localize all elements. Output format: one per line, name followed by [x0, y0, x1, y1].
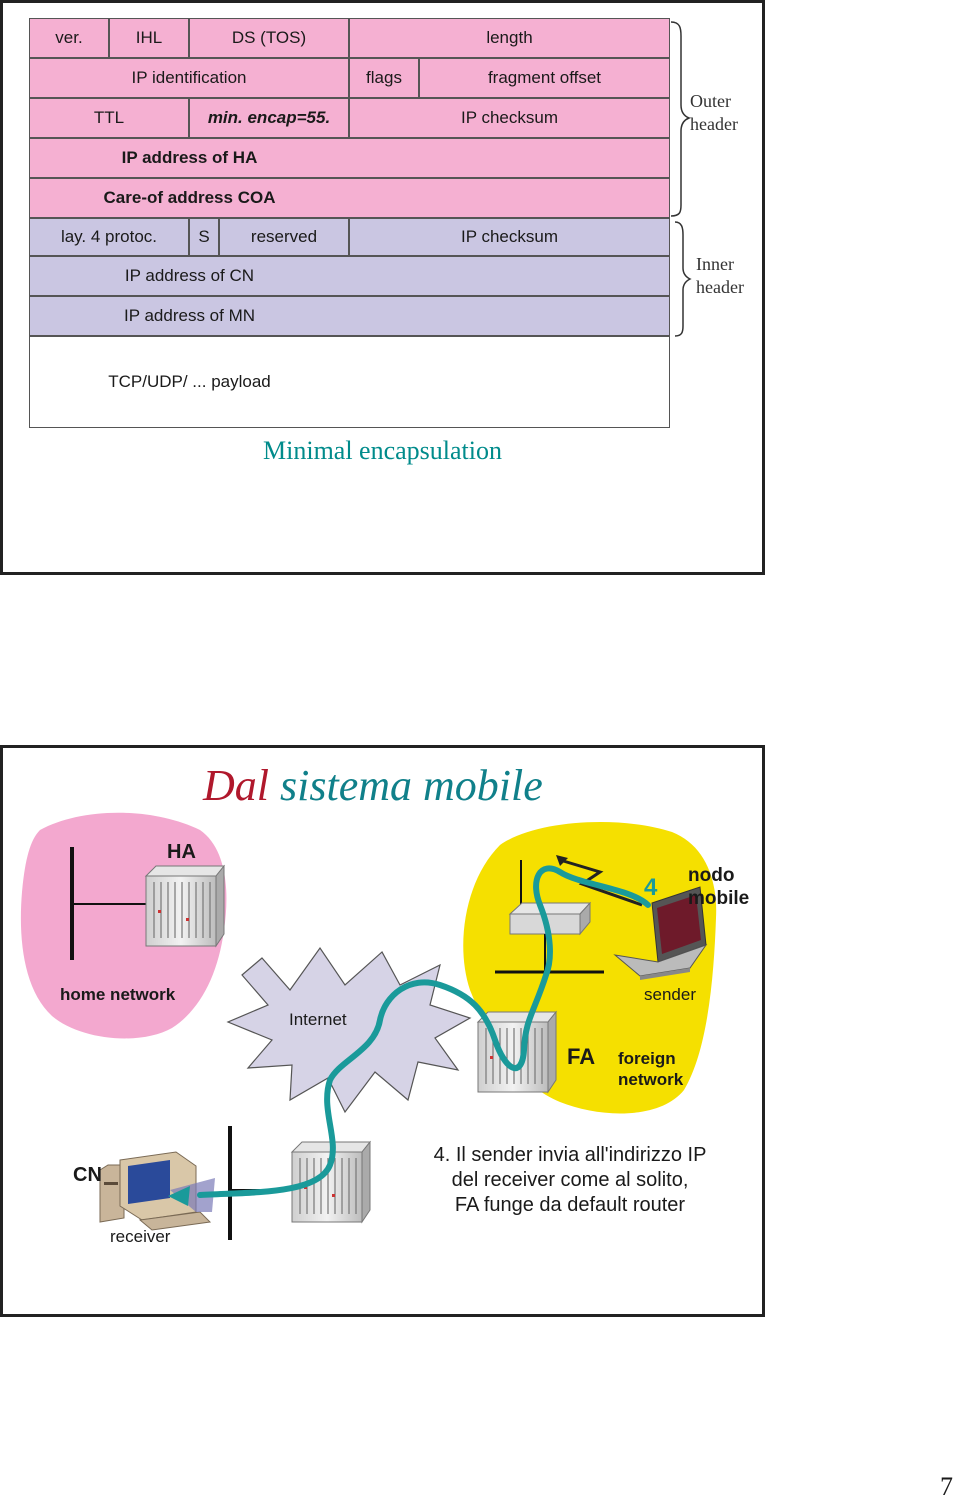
label-fa: FA	[567, 1044, 596, 1069]
inner-label-line2: header	[696, 277, 744, 297]
field-ihl: IHL	[109, 18, 189, 58]
label-ha: HA	[167, 841, 196, 863]
title-word-sistema-mobile: sistema mobile	[280, 761, 543, 810]
label-network: network	[618, 1070, 684, 1089]
field-flags: flags	[349, 58, 419, 98]
label-nodo-mobile	[688, 864, 749, 910]
internet-cloud	[228, 948, 470, 1112]
field-care-of-address: Care-of address COA	[29, 178, 670, 218]
field-inner-checksum: IP checksum	[349, 218, 670, 256]
step-description	[400, 1143, 740, 1218]
page-number: 7	[940, 1472, 953, 1501]
label-mobile: mobile	[688, 888, 750, 909]
field-payload: TCP/UDP/ ... payload	[29, 336, 670, 428]
field-min-encap: min. encap=55.	[189, 98, 349, 138]
field-layer4-protocol: lay. 4 protoc.	[29, 218, 189, 256]
desktop-computer-icon	[100, 1152, 215, 1230]
slide1-caption: Minimal encapsulation	[263, 436, 503, 465]
field-ip-address-ha: IP address of HA	[29, 138, 670, 178]
field-reserved: reserved	[219, 218, 349, 256]
field-ip-address-mn: IP address of MN	[29, 296, 670, 336]
field-ip-address-cn: IP address of CN	[29, 256, 670, 296]
label-foreign: foreign	[618, 1049, 676, 1068]
field-outer-checksum: IP checksum	[349, 98, 670, 138]
description-line3: FA funge da default router	[454, 1194, 686, 1216]
label-receiver: receiver	[110, 1227, 171, 1246]
field-length: length	[349, 18, 670, 58]
inner-label-line1: Inner	[696, 254, 734, 274]
label-nodo: nodo	[688, 865, 735, 886]
label-step-4: 4	[644, 874, 658, 901]
field-ds-tos: DS (TOS)	[189, 18, 349, 58]
title-word-dal: Dal	[203, 761, 269, 810]
field-version: ver.	[29, 18, 109, 58]
label-cn: CN	[73, 1164, 102, 1186]
description-line2: del receiver come al solito,	[451, 1169, 689, 1191]
field-fragment-offset: fragment offset	[419, 58, 670, 98]
label-home-network: home network	[60, 985, 176, 1004]
field-s-bit: S	[189, 218, 219, 256]
label-internet: Internet	[289, 1010, 347, 1029]
field-ip-identification: IP identification	[29, 58, 349, 98]
field-ttl: TTL	[29, 98, 189, 138]
outer-label-line2: header	[690, 114, 738, 134]
label-foreign-network	[618, 1048, 683, 1090]
ha-router-icon	[146, 866, 224, 946]
label-sender: sender	[644, 985, 696, 1004]
description-line1: 4. Il sender invia all'indirizzo IP	[433, 1144, 707, 1166]
outer-label-line1: Outer	[690, 91, 731, 111]
